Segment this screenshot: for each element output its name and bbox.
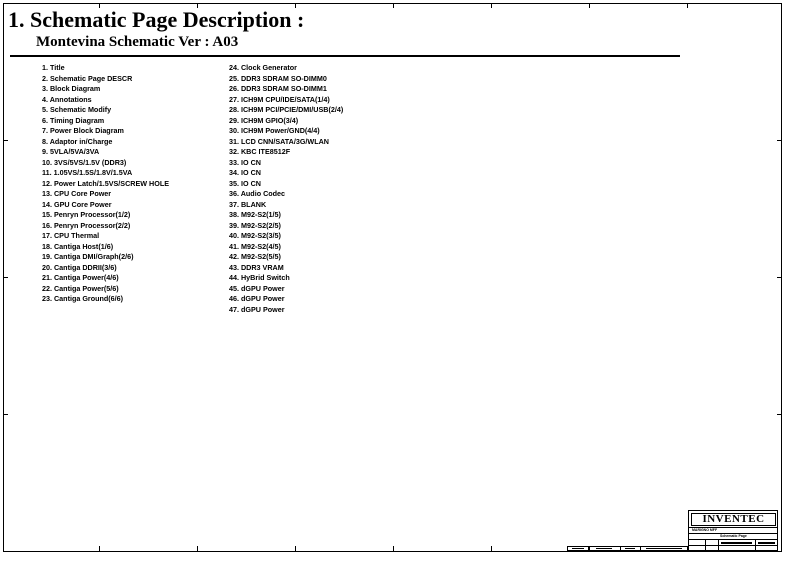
frame-tick xyxy=(197,546,198,552)
page-index-item: 12. Power Latch/1.5VS/SCREW HOLE xyxy=(42,178,170,188)
page-index-left xyxy=(42,63,169,305)
page-index-item: 42. M92-S2(5/5) xyxy=(229,252,281,261)
frame-tick xyxy=(393,546,394,552)
page-title: 1. Schematic Page Description : xyxy=(8,7,305,32)
frame-tick xyxy=(589,3,590,8)
frame-tick xyxy=(3,277,8,278)
page-index-item: 30. ICH9M Power/GND(4/4) xyxy=(229,126,320,135)
title-block-fill xyxy=(758,542,775,544)
page-index-item: 37. BLANK xyxy=(229,199,267,209)
page-index-item: 11. 1.05VS/1.5S/1.8V/1.5VA xyxy=(42,168,133,177)
page-index-item: 2. Schematic Page DESCR xyxy=(42,73,133,83)
page-subtitle: Montevina Schematic Ver : A03 xyxy=(36,34,239,50)
page-index-item: 44. HyBrid Switch xyxy=(229,273,290,282)
page-index-item: 13. CPU Core Power xyxy=(42,189,112,198)
page-index-item: 19. Cantiga DMI/Graph(2/6) xyxy=(42,252,134,261)
frame-tick xyxy=(491,546,492,552)
title-block-fill xyxy=(721,542,752,544)
page-index-item: 33. IO CN xyxy=(229,157,261,167)
page-index-right xyxy=(229,63,343,315)
page-index-item: 7. Power Block Diagram xyxy=(42,126,124,135)
frame-tick xyxy=(3,140,8,141)
frame-tick xyxy=(3,414,8,415)
page-index-item: 31. LCD CNN/SATA/3G/WLAN xyxy=(229,136,329,146)
frame-tick xyxy=(295,546,296,552)
page-index-item: 10. 3VS/5VS/1.5V (DDR3) xyxy=(42,157,127,167)
page-index-item: 35. IO CN xyxy=(229,178,261,188)
page-index-item: 26. DDR3 SDRAM SO-DIMM1 xyxy=(229,84,327,93)
frame-tick xyxy=(777,414,782,415)
frame-tick xyxy=(99,546,100,552)
page-index-item: 39. M92-S2(2/5) xyxy=(229,220,281,230)
page-index-item: 32. KBC ITE8512F xyxy=(229,147,291,156)
page-index-item: 22. Cantiga Power(5/6) xyxy=(42,283,119,293)
page-index-item: 27. ICH9M CPU/IDE/SATA(1/4) xyxy=(229,94,330,104)
title-block-fill xyxy=(596,548,612,549)
page-index-item: 45. dGPU Power xyxy=(229,283,285,293)
title-block-divider xyxy=(588,546,589,551)
page-index-item: 15. Penryn Processor(1/2) xyxy=(42,210,131,219)
page-index-item: 1. Title xyxy=(42,63,65,72)
page-index-item: 20. Cantiga DDRII(3/6) xyxy=(42,262,117,272)
project-name: MARIGNO MFF xyxy=(692,528,718,532)
page-index-item: 34. IO CN xyxy=(229,168,261,177)
page-index-item: 25. DDR3 SDRAM SO-DIMM0 xyxy=(229,73,327,83)
title-block-divider xyxy=(620,546,621,551)
page-index-item: 28. ICH9M PCI/PCIE/DMI/USB(2/4) xyxy=(229,105,344,114)
page-index-item: 14. GPU Core Power xyxy=(42,199,112,209)
sheet-title: Schematic Page xyxy=(720,534,747,538)
page-index-item: 41. M92-S2(4/5) xyxy=(229,241,281,251)
title-block-divider xyxy=(640,546,641,551)
page-index-item: 47. dGPU Power xyxy=(229,304,285,314)
page-index-item: 8. Adaptor in/Charge xyxy=(42,136,113,146)
title-block-divider xyxy=(688,545,778,546)
frame-tick xyxy=(491,3,492,8)
page-index-item: 21. Cantiga Power(4/6) xyxy=(42,273,119,282)
frame-tick xyxy=(777,277,782,278)
page-index-item: 4. Annotations xyxy=(42,94,92,104)
page-index-item: 36. Audio Codec xyxy=(229,189,286,198)
title-rule xyxy=(10,55,680,57)
page-index-item: 43. DDR3 VRAM xyxy=(229,262,284,272)
page-index-item: 24. Clock Generator xyxy=(229,63,297,72)
page-index-item: 23. Cantiga Ground(6/6) xyxy=(42,294,124,303)
frame-tick xyxy=(393,3,394,8)
title-block-fill xyxy=(646,548,682,549)
page-index-item: 9. 5VLA/5VA/3VA xyxy=(42,147,100,156)
frame-tick xyxy=(687,3,688,8)
page-index-item: 18. Cantiga Host(1/6) xyxy=(42,241,114,251)
title-block-fill xyxy=(572,548,584,549)
page-index-item: 5. Schematic Modify xyxy=(42,105,112,114)
page-index-item: 6. Timing Diagram xyxy=(42,115,105,125)
page-index-item: 17. CPU Thermal xyxy=(42,231,100,240)
company-logo: INVENTEC xyxy=(691,513,776,526)
title-block-divider xyxy=(688,539,778,540)
page-index-item: 3. Block Diagram xyxy=(42,84,101,93)
page-index-item: 16. Penryn Processor(2/2) xyxy=(42,220,131,230)
frame-tick xyxy=(777,140,782,141)
page-index-item: 40. M92-S2(3/5) xyxy=(229,231,281,240)
page-index-item: 46. dGPU Power xyxy=(229,294,285,303)
title-block-fill xyxy=(625,548,635,549)
page-index-item: 29. ICH9M GPIO(3/4) xyxy=(229,115,299,125)
page-index-item: 38. M92-S2(1/5) xyxy=(229,210,281,219)
